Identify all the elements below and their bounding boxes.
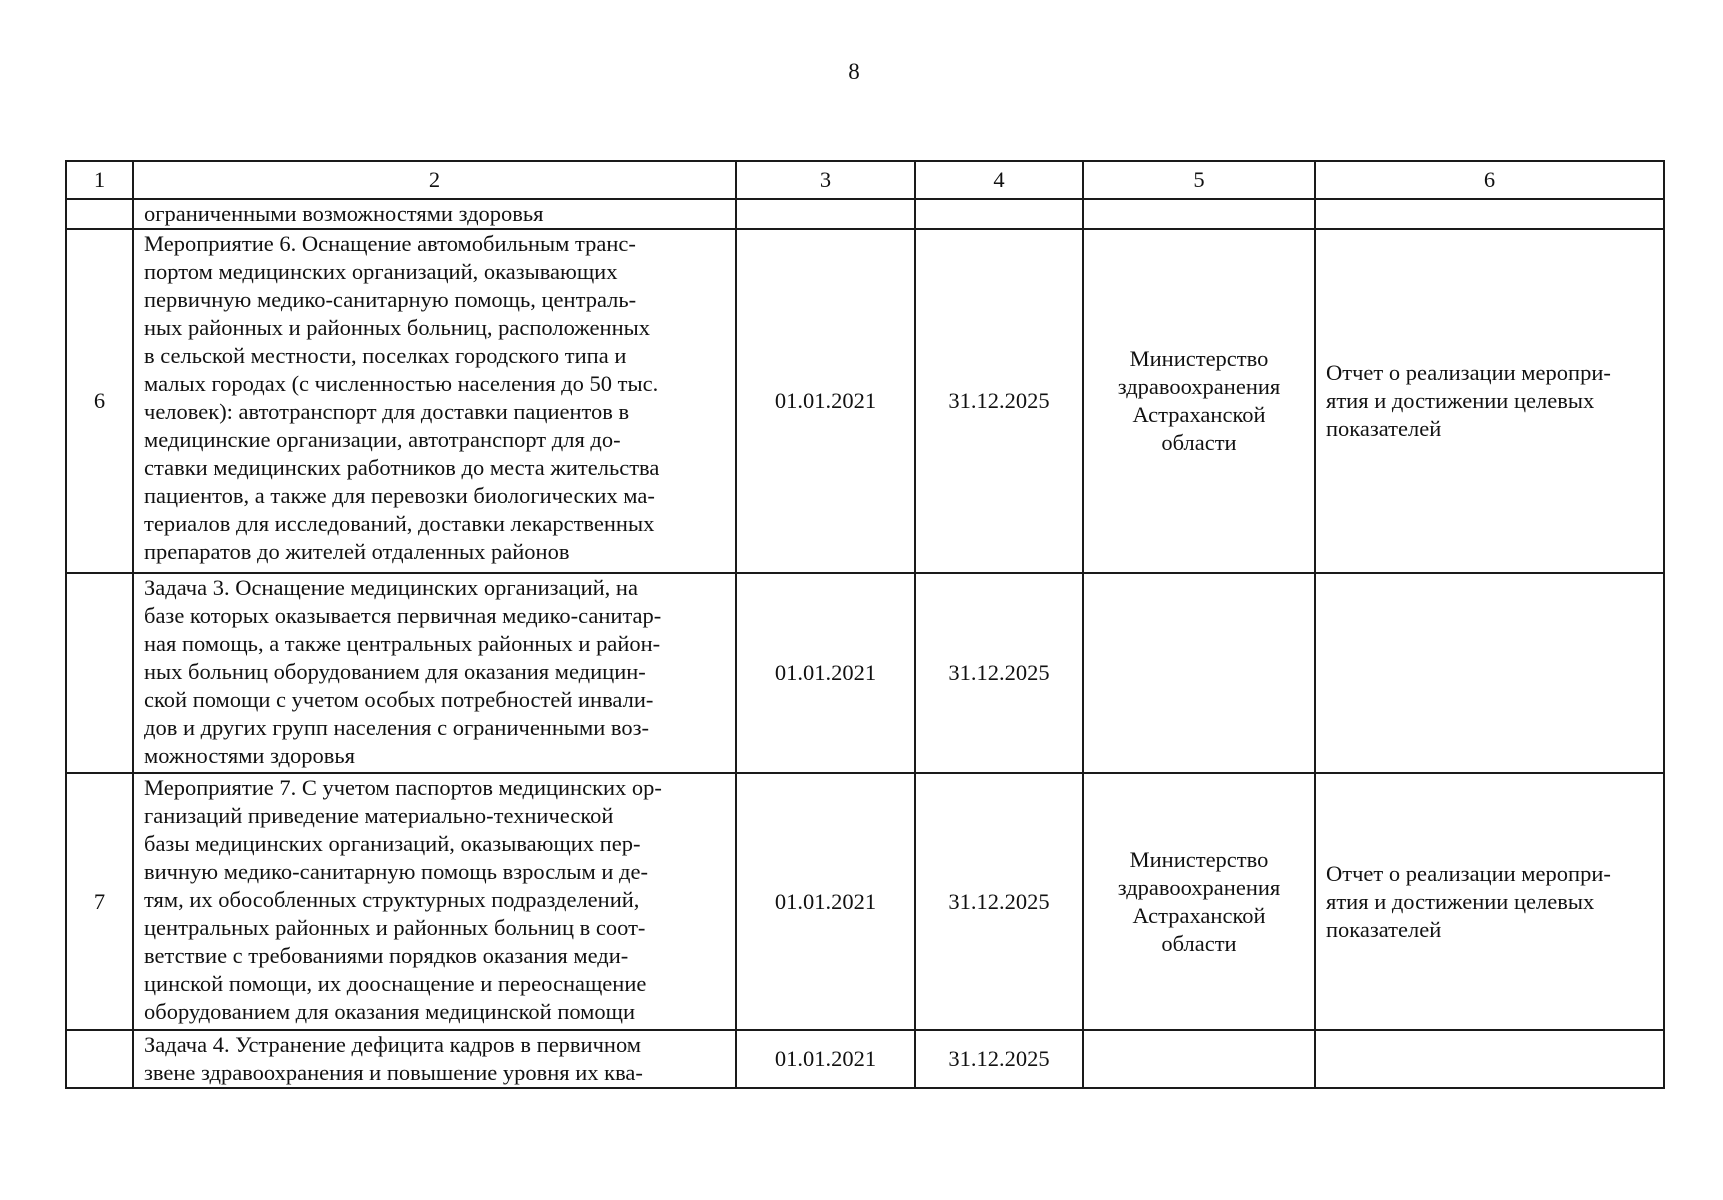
executor [1083,573,1315,773]
description-line: Мероприятие 6. Оснащение автомобильным транс- [144,231,636,256]
result-line: показателей [1326,916,1442,942]
description-line: можностями здоровья [144,743,356,768]
description-line: первичную медико-санитарную помощь, централь- [144,287,637,312]
row-number [66,199,133,229]
description-line: цинской помощи, их дооснащение и переоснащение [144,971,647,996]
description-line: базы медицинских организаций, оказывающих пер- [144,831,641,856]
executor-line: здравоохранения [1117,374,1281,399]
executor-line: Министерство [1129,346,1269,371]
description-line: портом медицинских организаций, оказывающих [144,259,618,284]
result-line: Отчет о реализации меропри- [1326,360,1611,385]
executor [1083,773,1315,1030]
description-line: медицинские организации, автотранспорт для до- [144,427,621,452]
start-date: 01.01.2021 [736,773,915,1030]
activities-table [65,160,1665,1089]
description-line: ветствие с требованиями порядков оказания меди- [144,943,629,968]
end-date: 31.12.2025 [915,773,1083,1030]
executor-line: Астраханской [1132,902,1266,928]
result [1315,773,1664,1030]
column-header: 5 [1083,161,1315,199]
start-date: 01.01.2021 [736,229,915,573]
result-line: ятия и достижении целевых [1326,888,1595,914]
description-line: вичную медико-санитарную помощь взрослым и де- [144,859,648,884]
description-line: ных районных и районных больниц, расположенных [144,315,650,340]
description-line: оборудованием для оказания медицинской помощи [144,999,636,1024]
row-description [133,773,736,1030]
result [1315,573,1664,773]
row-number [66,573,133,773]
executor-line: Астраханской [1132,402,1266,427]
column-header: 3 [736,161,915,199]
row-description [133,229,736,573]
description-line: териалов для исследований, доставки лекарственных [144,511,655,536]
executor-line: области [1161,930,1237,956]
result-line: ятия и достижении целевых [1326,388,1595,413]
column-header: 6 [1315,161,1664,199]
row-number: 7 [66,773,133,1030]
column-header: 4 [915,161,1083,199]
description-line: звене здравоохранения и повышение уровня их ква- [144,1060,643,1085]
start-date: 01.01.2021 [736,573,915,773]
description-line: Задача 3. Оснащение медицинских организаций, на [144,575,638,600]
executor-line: здравоохранения [1117,874,1281,900]
table-row [66,229,1664,573]
page-number: 8 [848,59,860,84]
description-line: ная помощь, а также центральных районных и район- [144,631,661,656]
end-date: 31.12.2025 [915,229,1083,573]
table-row [66,1030,1664,1088]
description-line: препаратов до жителей отдаленных районов [144,539,570,564]
row-description [133,199,736,229]
description-line: ганизаций приведение материально-технической [144,803,614,828]
description-line: малых городах (с численностью населения до 50 тыс. [144,371,659,396]
table-row [66,773,1664,1030]
description-line: Мероприятие 7. С учетом паспортов медицинских ор- [144,775,662,800]
executor-line: Министерство [1129,846,1269,872]
column-header: 2 [133,161,736,199]
description-line: дов и других групп населения с ограниченными воз- [144,715,650,740]
table-row [66,573,1664,773]
result-line: показателей [1326,416,1442,441]
row-number [66,1030,133,1088]
executor-line: области [1161,430,1237,455]
row-description [133,573,736,773]
description-line: ставки медицинских работников до места жительства [144,455,660,480]
table-row [66,199,1664,229]
executor [1083,1030,1315,1088]
row-number: 6 [66,229,133,573]
start-date [736,199,915,229]
description-line: пациентов, а также для перевозки биологических ма- [144,483,655,508]
row-description [133,1030,736,1088]
result [1315,229,1664,573]
description-line: тям, их обособленных структурных подразделений, [144,887,640,912]
result [1315,199,1664,229]
description-line: базе которых оказывается первичная медико-санитар- [144,603,662,628]
description-line: в сельской местности, поселках городского типа и [144,343,627,368]
executor [1083,229,1315,573]
executor [1083,199,1315,229]
result-line: Отчет о реализации меропри- [1326,860,1611,886]
end-date [915,199,1083,229]
column-header: 1 [66,161,133,199]
description-line: человек): автотранспорт для доставки пациентов в [144,399,630,424]
description-line: Задача 4. Устранение дефицита кадров в первичном [144,1032,642,1057]
description-line: ограниченными возможностями здоровья [144,201,544,226]
end-date: 31.12.2025 [915,573,1083,773]
table-header-row [66,161,1664,199]
description-line: центральных районных и районных больниц в соот- [144,915,646,940]
start-date: 01.01.2021 [736,1030,915,1088]
end-date: 31.12.2025 [915,1030,1083,1088]
description-line: ской помощи с учетом особых потребностей инвали- [144,687,654,712]
result [1315,1030,1664,1088]
description-line: ных больниц оборудованием для оказания медицин- [144,659,646,684]
